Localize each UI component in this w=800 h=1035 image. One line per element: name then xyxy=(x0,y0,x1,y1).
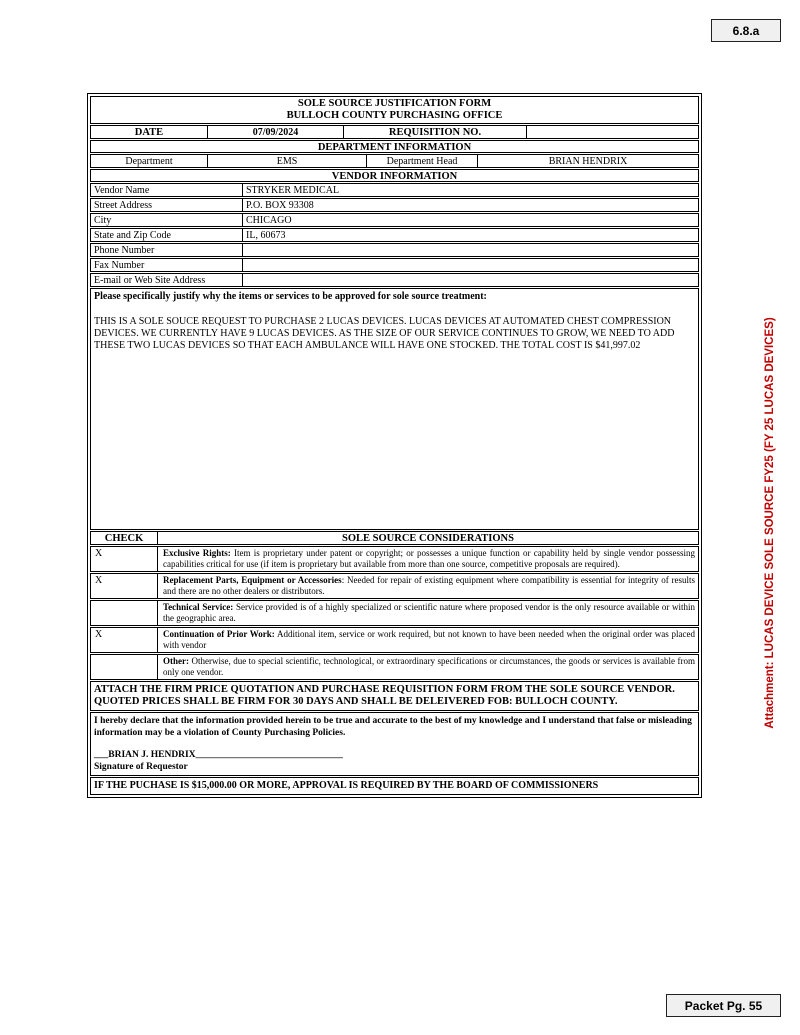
street-address-row xyxy=(90,198,699,212)
signature-line[interactable]: ___BRIAN J. HENDRIX_______________________________ xyxy=(94,750,343,760)
vendor-field-label: State and Zip Code xyxy=(91,229,243,241)
phone-value[interactable] xyxy=(243,244,698,256)
state-zip-value[interactable]: IL, 60673 xyxy=(246,230,286,241)
justification-question: Please specifically justify why the items or services to be approved for sole source treatment: xyxy=(94,291,487,302)
justification-text[interactable]: THIS IS A SOLE SOUCE REQUEST TO PURCHASE 2 LUCAS DEVICES. LUCAS DEVICES AT AUTOMATED CHEST COMPRESSION DEVICES. WE CURRENTLY HAVE 9 LUCAS DEVICES. AS THE SIZE OF OUR SERVICE CONTINUES TO GROW, WE NEED TO ADD THESE TWO LUCAS DEVICES SO THAT EACH AMBULANCE WILL HAVE ONE STOCKED. THE TOTAL COST IS $41,997.02 xyxy=(94,315,675,351)
vendor-field-label: Vendor Name xyxy=(91,184,243,196)
date-label: DATE xyxy=(91,126,208,138)
vendor-name-row xyxy=(90,183,699,197)
consideration-replacement-parts xyxy=(90,573,699,599)
consideration-text xyxy=(158,547,698,571)
consideration-continuation xyxy=(90,627,699,653)
vendor-field-label: E-mail or Web Site Address xyxy=(91,274,243,286)
packet-page-label: Packet Pg. 55 xyxy=(666,994,781,1017)
consideration-checkbox[interactable]: X xyxy=(91,628,158,652)
consideration-text xyxy=(158,655,698,679)
date-value[interactable]: 07/09/2024 xyxy=(208,126,344,138)
vendor-field-label: Phone Number xyxy=(91,244,243,256)
street-address-value[interactable]: P.O. BOX 93308 xyxy=(246,200,314,211)
consideration-checkbox[interactable]: X xyxy=(91,574,158,598)
department-section-title: DEPARTMENT INFORMATION xyxy=(317,142,472,153)
vendor-section-header xyxy=(90,169,699,182)
consideration-text xyxy=(158,628,698,652)
consideration-other xyxy=(90,654,699,680)
declaration-block xyxy=(90,712,699,776)
city-row xyxy=(90,213,699,227)
signature-label: Signature of Requestor xyxy=(94,762,188,772)
form-title-line2: BULLOCH COUNTY PURCHASING OFFICE xyxy=(286,110,503,121)
department-value[interactable]: EMS xyxy=(208,155,367,167)
requisition-value[interactable] xyxy=(527,126,698,138)
vendor-field-label: City xyxy=(91,214,243,226)
dept-head-label: Department Head xyxy=(367,155,478,167)
consideration-description: Otherwise, due to special scientific, technological, or extraordinary specifications or circumstances, the goods or services is available from only one vendor. xyxy=(163,656,695,677)
phone-row xyxy=(90,243,699,257)
consideration-title: Exclusive Rights: xyxy=(163,548,231,558)
consideration-title: Technical Service: xyxy=(163,602,234,612)
page-tag: 6.8.a xyxy=(711,19,781,42)
consideration-title: Replacement Parts, Equipment or Accessories xyxy=(163,575,342,585)
consideration-checkbox[interactable] xyxy=(91,655,158,679)
fax-row xyxy=(90,258,699,272)
consideration-description: Item is proprietary under patent or copyright; or possesses a unique function or capability held by single vendor possessing capabilities critical for use (if item is proprietary but available from more than one source, competitive proposals are required). xyxy=(163,548,696,569)
approval-note-text: IF THE PUCHASE IS $15,000.00 OR MORE, APPROVAL IS REQUIRED BY THE BOARD OF COMMISSIONERS xyxy=(94,780,599,791)
considerations-header: SOLE SOURCE CONSIDERATIONS xyxy=(342,533,514,544)
department-label: Department xyxy=(91,155,208,167)
consideration-text xyxy=(158,574,698,598)
vendor-name-value[interactable]: STRYKER MEDICAL xyxy=(246,185,340,196)
consideration-title: Other: xyxy=(163,656,189,666)
vendor-section-title: VENDOR INFORMATION xyxy=(331,171,458,182)
justification-box[interactable] xyxy=(90,288,699,530)
sole-source-form xyxy=(87,93,702,798)
email-web-value[interactable] xyxy=(243,274,698,286)
consideration-checkbox[interactable]: X xyxy=(91,547,158,571)
dept-head-value[interactable]: BRIAN HENDRIX xyxy=(548,156,628,167)
department-row xyxy=(90,154,699,168)
consideration-text xyxy=(158,601,698,625)
requisition-label: REQUISITION NO. xyxy=(344,126,527,138)
consideration-description: Service provided is of a highly specialized or scientific nature where proposed vendor is the only resource available or within the geographic area. xyxy=(163,602,696,623)
check-header: CHECK xyxy=(91,532,158,544)
fax-value[interactable] xyxy=(243,259,698,271)
department-section-header xyxy=(90,140,699,153)
attach-instructions-text: ATTACH THE FIRM PRICE QUOTATION AND PURCHASE REQUISITION FORM FROM THE SOLE SOURCE VENDOR. QUOTED PRICES SHALL BE FIRM FOR 30 DAYS AND SHALL BE DELEIVERED FOB: BULLOCH COUNTY. xyxy=(94,684,675,707)
considerations-header-row xyxy=(90,531,699,545)
consideration-description: Additional item, service or work required, but not known to have been needed when the original order was placed with vendor xyxy=(163,629,695,650)
consideration-technical-service xyxy=(90,600,699,626)
attachment-label: Attachment: LUCAS DEVICE SOLE SOURCE FY25 (FY 25 LUCAS DEVICES) xyxy=(764,317,776,729)
vendor-field-label: Fax Number xyxy=(91,259,243,271)
form-title-line1: SOLE SOURCE JUSTIFICATION FORM xyxy=(297,98,492,109)
state-zip-row xyxy=(90,228,699,242)
declaration-text: I hereby declare that the information provided herein to be true and accurate to the best of my knowledge and I understand that false or misleading information may be a violation of County Purchasing Policies. xyxy=(94,716,692,738)
attach-instructions xyxy=(90,681,699,711)
consideration-title: Continuation of Prior Work: xyxy=(163,629,275,639)
city-value[interactable]: CHICAGO xyxy=(246,215,292,226)
consideration-exclusive-rights xyxy=(90,546,699,572)
consideration-checkbox[interactable] xyxy=(91,601,158,625)
email-web-row xyxy=(90,273,699,287)
consideration-description: : Needed for repair of existing equipment where compatibility is essential for integrity of results and there are no other dealers or distributors. xyxy=(163,575,696,596)
approval-note xyxy=(90,777,699,795)
form-title xyxy=(90,96,699,124)
vendor-field-label: Street Address xyxy=(91,199,243,211)
date-requisition-row xyxy=(90,125,699,139)
